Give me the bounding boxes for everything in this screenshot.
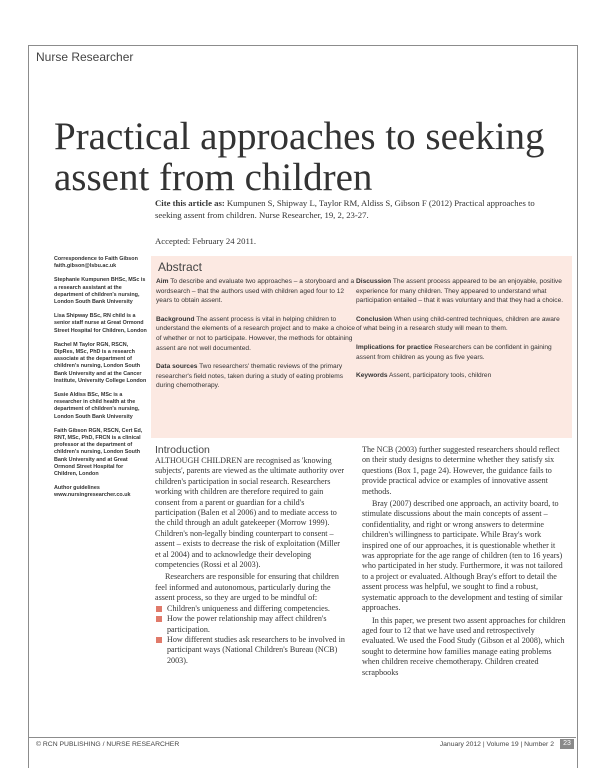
- abstract-section: [356, 371, 566, 381]
- abstract-label: Background: [156, 315, 195, 323]
- abstract-title: Abstract: [158, 260, 203, 274]
- paragraph: The NCB (2003) further suggested researchers should reflect on their study designs to determine whether they satisfy six questions (Box 1, page 24). However, the guidance fails to provide practical advice or examples of innovative assent methods.: [362, 445, 560, 496]
- abstract-label: Data sources: [156, 363, 198, 371]
- abstract-text: Two researchers' thematic reviews of the primary researcher's field notes, taken during a study of eating problems during chemotherapy.: [156, 363, 344, 390]
- author-bio: Lisa Shipway BSc, RN child is a senior staff nurse at Great Ormond Street Hospital for Children, London: [54, 313, 147, 334]
- abstract-section: [156, 362, 356, 391]
- abstract-label: Aim: [156, 278, 169, 285]
- bullet-item: How the power relationship may affect children's participation.: [155, 614, 347, 635]
- footer-issue: January 2012 | Volume 19 | Number 2: [439, 741, 554, 748]
- abstract-section: [156, 315, 356, 353]
- author-sidebar: [54, 256, 148, 507]
- bullet-item: Children's uniqueness and differing competencies.: [155, 604, 347, 614]
- abstract-section: [356, 315, 566, 334]
- paragraph: ALTHOUGH CHILDREN are recognised as 'knowing subjects', parents are viewed as the ultimate authority over children's participation in social research. Researchers working with children are therefore required to gain consent from a parent or guardian for a child's participation (Balen et al 2006) and to mediate access to the child through an adult gatekeeper (Morrow 1999). Children's non-legally binding counterpart to consent – assent – exists to decrease the risk of exploitation (Miller et al 2004) and to acknowledge their developing competencies (Rossi et al 2003).: [155, 456, 345, 570]
- abstract-label: Conclusion: [356, 315, 392, 323]
- body-column-2: [362, 445, 566, 678]
- accepted-date: Accepted: February 24 2011.: [155, 236, 257, 246]
- page-number: 23: [560, 739, 574, 749]
- correspondence: Correspondence to Faith Gibson faith.gibson@lsbu.ac.uk: [54, 256, 138, 270]
- abstract-label: Discussion: [356, 278, 392, 285]
- citation: [155, 198, 555, 221]
- abstract-label: Implications for practice: [356, 343, 433, 351]
- page-footer: [28, 737, 576, 751]
- abstract-right-column: [356, 277, 566, 390]
- abstract-text: To describe and evaluate two approaches – a storyboard and a wordsearch – that the authors used with children aged four to 12 years to obtain assent.: [156, 278, 355, 305]
- paragraph: Bray (2007) described one approach, an activity board, to stimulate discussions about the main concepts of assent – confidentiality, and right or wrong answers to determine children's willingness to participate. While Bray's work inspired one of our approaches, it is questionable whether it was appropriate for the age range of children (ten to 16 years) who participated in her study. Furthermore, it was not tailored to a project or evaluated. Although Bray's effort to detail the assent process was helpful, we sought to find a robust, systematic approach to the development and testing of similar approaches.: [362, 499, 563, 613]
- paragraph: Researchers are responsible for ensuring that children feel informed and autonomous, particularly during the assent process, so they are urged to be mindful of:: [155, 572, 339, 603]
- author-bio: Rachel M Taylor RGN, RSCN, DipRes, MSc, PhD is a research associate at the department of children's nursing, London South Bank University and at the Cancer Institute, University College London: [54, 341, 147, 384]
- author-bio: Stephanie Kumpunen BHSc, MSc is a research assistant at the department of children's nursing, London South Bank University: [54, 277, 146, 306]
- author-bio: Faith Gibson RGN, RSCN, Cert Ed, RNT, MSc, PhD, FRCN is a clinical professor at the department of children's nursing, London South Bank University and at Great Ormond Street Hospital for Children, London: [54, 427, 143, 478]
- citation-label: Cite this article as:: [155, 198, 225, 208]
- author-guidelines: Author guidelines www.nursingresearcher.co.uk: [54, 485, 131, 499]
- paragraph: In this paper, we present two assent approaches for children aged four to 12 that we have used and retrospectively evaluated. We used the Food Study (Gibson et al 2008), which sought to determine how families manage eating problems when children receive chemotherapy. Children created scrapbooks: [362, 615, 566, 677]
- citation-text: Kumpunen S, Shipway L, Taylor RM, Aldiss S, Gibson F (2012) Practical approaches to seeking assent from children. Nurse Researcher, 19, 2, 23-27.: [155, 198, 535, 220]
- article-title: Practical approaches to seeking assent from children: [54, 115, 545, 199]
- abstract-text: Researchers can be confident in gaining assent from children as young as five years.: [356, 343, 552, 361]
- journal-name: Nurse Researcher: [36, 50, 134, 64]
- abstract-text: The assent process appeared to be an enjoyable, positive experience for many children. They appeared to understand what participation entailed – that it was voluntary and that they had a choice.: [356, 278, 564, 305]
- abstract-section: [356, 277, 566, 306]
- bullet-item: How different studies ask researchers to be involved in participant ways (National Children's Bureau (NCB) 2003).: [155, 635, 347, 666]
- abstract-left-column: [156, 277, 356, 400]
- abstract-section: [156, 277, 356, 306]
- footer-publisher: © RCN PUBLISHING / NURSE RESEARCHER: [36, 741, 180, 748]
- abstract-text: When using child-centred techniques, children are aware of what being in a research study will mean to them.: [356, 315, 560, 333]
- body-column-1: [155, 456, 347, 666]
- author-bio: Susie Aldiss BSc, MSc is a researcher in child health at the department of children's nursing, London South Bank University: [54, 392, 140, 420]
- introduction-heading: Introduction: [155, 444, 210, 456]
- abstract-text: The assent process is vital in helping children to understand the elements of a research project and to make a choice of whether or not to participate. However, the methods for obtaining assent are not well documented.: [156, 315, 356, 352]
- bullet-list: [155, 604, 347, 666]
- abstract-box: [151, 256, 572, 438]
- abstract-text: Assent, participatory tools, children: [388, 372, 492, 380]
- abstract-label: Keywords: [356, 372, 388, 380]
- abstract-section: [356, 343, 566, 362]
